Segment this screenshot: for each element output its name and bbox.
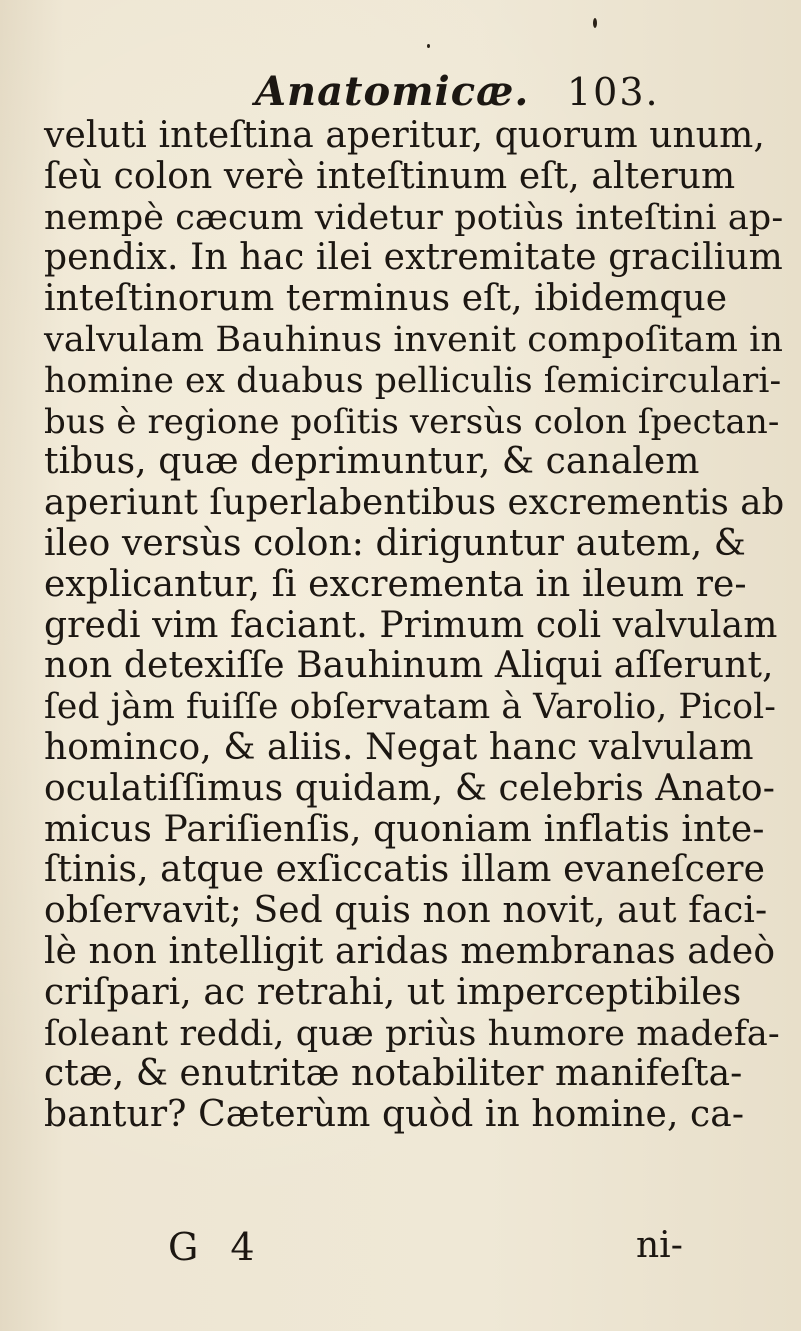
text-line: micus Pariſienſis, quoniam inflatis inte- (44, 808, 765, 850)
text-line: valvulam Bauhinus invenit compoſitam in (44, 319, 784, 360)
text-line: oculatiſſimus quidam, & celebris Anato- (44, 767, 775, 809)
ink-speck (593, 18, 597, 28)
text-line: bus è regione poſitis versùs colon ſpectan- (44, 401, 780, 442)
text-line: hominco, & aliis. Negat hanc valvulam (44, 726, 754, 768)
text-line: lè non intelligit aridas membranas adeò (44, 930, 776, 972)
text-line: homine ex duabus pelliculis ſemicirculari- (44, 360, 782, 401)
text-line: criſpari, ac retrahi, ut imperceptibiles (44, 971, 742, 1013)
running-head-title: Anatomicæ. (255, 68, 530, 115)
page-footer (0, 1225, 801, 1269)
body-text (44, 116, 784, 1136)
running-head (0, 68, 801, 115)
text-line: nempè cæcum videtur potiùs inteſtini ap- (44, 197, 784, 238)
text-line: bantur? Cæterùm quòd in homine, ca- (44, 1094, 745, 1136)
text-line: veluti inteſtina aperitur, quorum unum, (44, 115, 765, 156)
text-line: explicantur, ſi excrementa in ileum re- (44, 563, 747, 605)
text-line: gredi vim faciant. Primum coli valvulam (44, 604, 778, 646)
text-line: non detexiſſe Bauhinum Aliqui aſſerunt, (44, 645, 774, 687)
text-line: ſoleant reddi, quæ priùs humore madefa- (44, 1013, 780, 1054)
catchword: ni- (636, 1225, 683, 1266)
signature-mark: G 4 (168, 1225, 265, 1269)
text-line: aperiunt ſuperlabentibus excrementis ab (44, 482, 785, 524)
ink-speck (427, 44, 430, 48)
text-line: obſervavit; Sed quis non novit, aut faci- (44, 890, 768, 932)
text-line: pendix. In hac ilei extremitate gracilium (44, 237, 783, 279)
text-line: ſtinis, atque exſiccatis illam evaneſcere (44, 849, 765, 891)
text-line: ſed jàm fuiſſe obſervatam à Varolio, Picol- (44, 687, 777, 728)
text-line: ileo versùs colon: diriguntur autem, & (44, 522, 746, 564)
text-line: inteſtinorum terminus eſt, ibidemque (44, 278, 728, 320)
text-line: tibus, quæ deprimuntur, & canalem (44, 441, 700, 483)
text-line: ſeù colon verè inteſtinum eſt, alterum (44, 155, 736, 197)
text-line: ctæ, & enutritæ notabiliter manifeſta- (44, 1053, 743, 1095)
page-number: 103. (567, 70, 660, 114)
